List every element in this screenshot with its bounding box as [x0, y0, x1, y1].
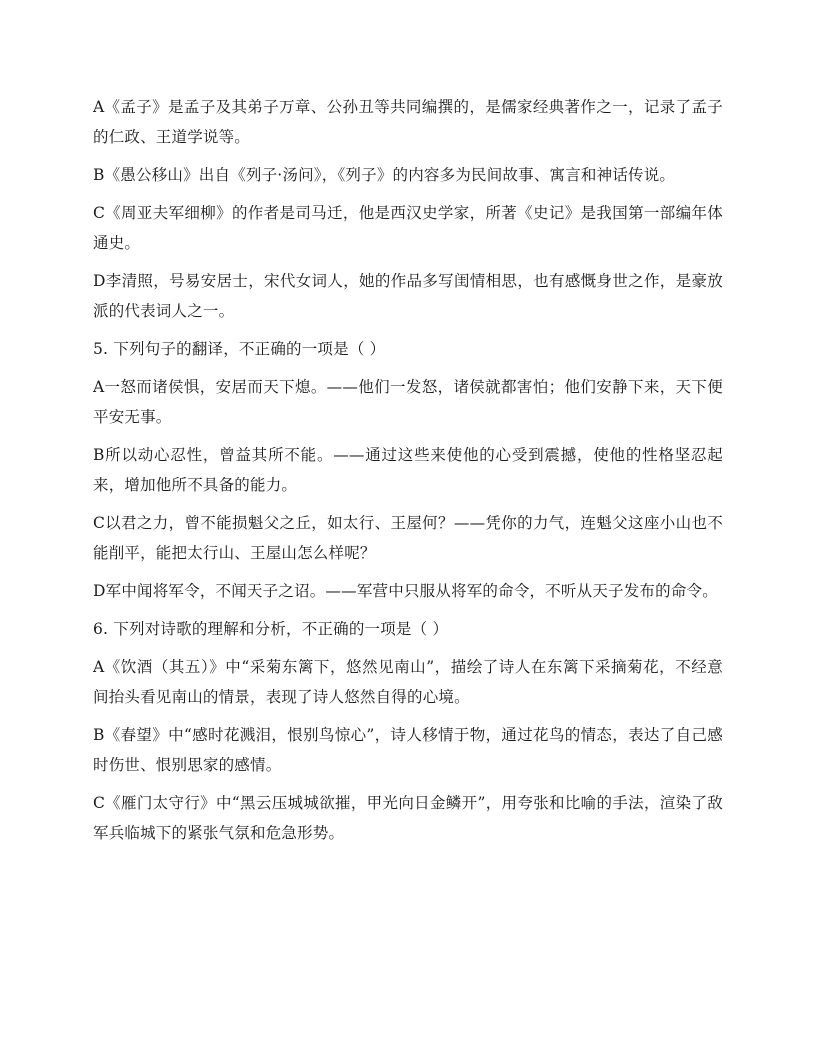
question-5-title: 5. 下列句子的翻译，不正确的一项是（ ）: [93, 340, 386, 358]
option-d-liqingzhao: D李清照，号易安居士，宋代女词人，她的作品多写闺情相思，也有感慨身世之作，是豪放派的代表词人之一。: [93, 272, 723, 320]
q5-option-a: A一怒而诸侯惧，安居而天下熄。——他们一发怒，诸侯就都害怕；他们安静下来，天下便平安无事。: [93, 378, 723, 426]
document-body: [93, 92, 723, 856]
option-b-yugong: B《愚公移山》出自《列子·汤问》，《列子》的内容多为民间故事、寓言和神话传说。: [93, 166, 676, 184]
option-a-mencius: A《孟子》是孟子及其弟子万章、公孙丑等共同编撰的，是儒家经典著作之一，记录了孟子的仁政、王道学说等。: [93, 98, 723, 146]
question-6-title: 6. 下列对诗歌的理解和分析，不正确的一项是（ ）: [93, 620, 449, 638]
q5-option-b: B所以动心忍性，曾益其所不能。——通过这些来使他的心受到震撼，使他的性格坚忍起来，增加他所不具备的能力。: [93, 446, 723, 494]
q6-option-a: A《饮酒（其五）》中“采菊东篱下，悠然见南山”，描绘了诗人在东篱下采摘菊花，不经意间抬头看见南山的情景，表现了诗人悠然自得的心境。: [93, 658, 723, 706]
option-c-zhouyafu: C《周亚夫军细柳》的作者是司马迁，他是西汉史学家，所著《史记》是我国第一部编年体通史。: [93, 204, 723, 252]
q6-option-b: B《春望》中“感时花溅泪，恨别鸟惊心”，诗人移情于物，通过花鸟的情态，表达了自己感时伤世、恨别思家的感情。: [93, 726, 723, 774]
q5-option-c: C以君之力，曾不能损魁父之丘，如太行、王屋何？——凭你的力气，连魁父这座小山也不能削平，能把太行山、王屋山怎么样呢？: [93, 514, 723, 562]
q6-option-c: C《雁门太守行》中“黑云压城城欲摧，甲光向日金鳞开”，用夸张和比喻的手法，渲染了敌军兵临城下的紧张气氛和危急形势。: [93, 794, 723, 842]
q5-option-d: D军中闻将军令，不闻天子之诏。——军营中只服从将军的命令，不听从天子发布的命令。: [93, 582, 718, 600]
